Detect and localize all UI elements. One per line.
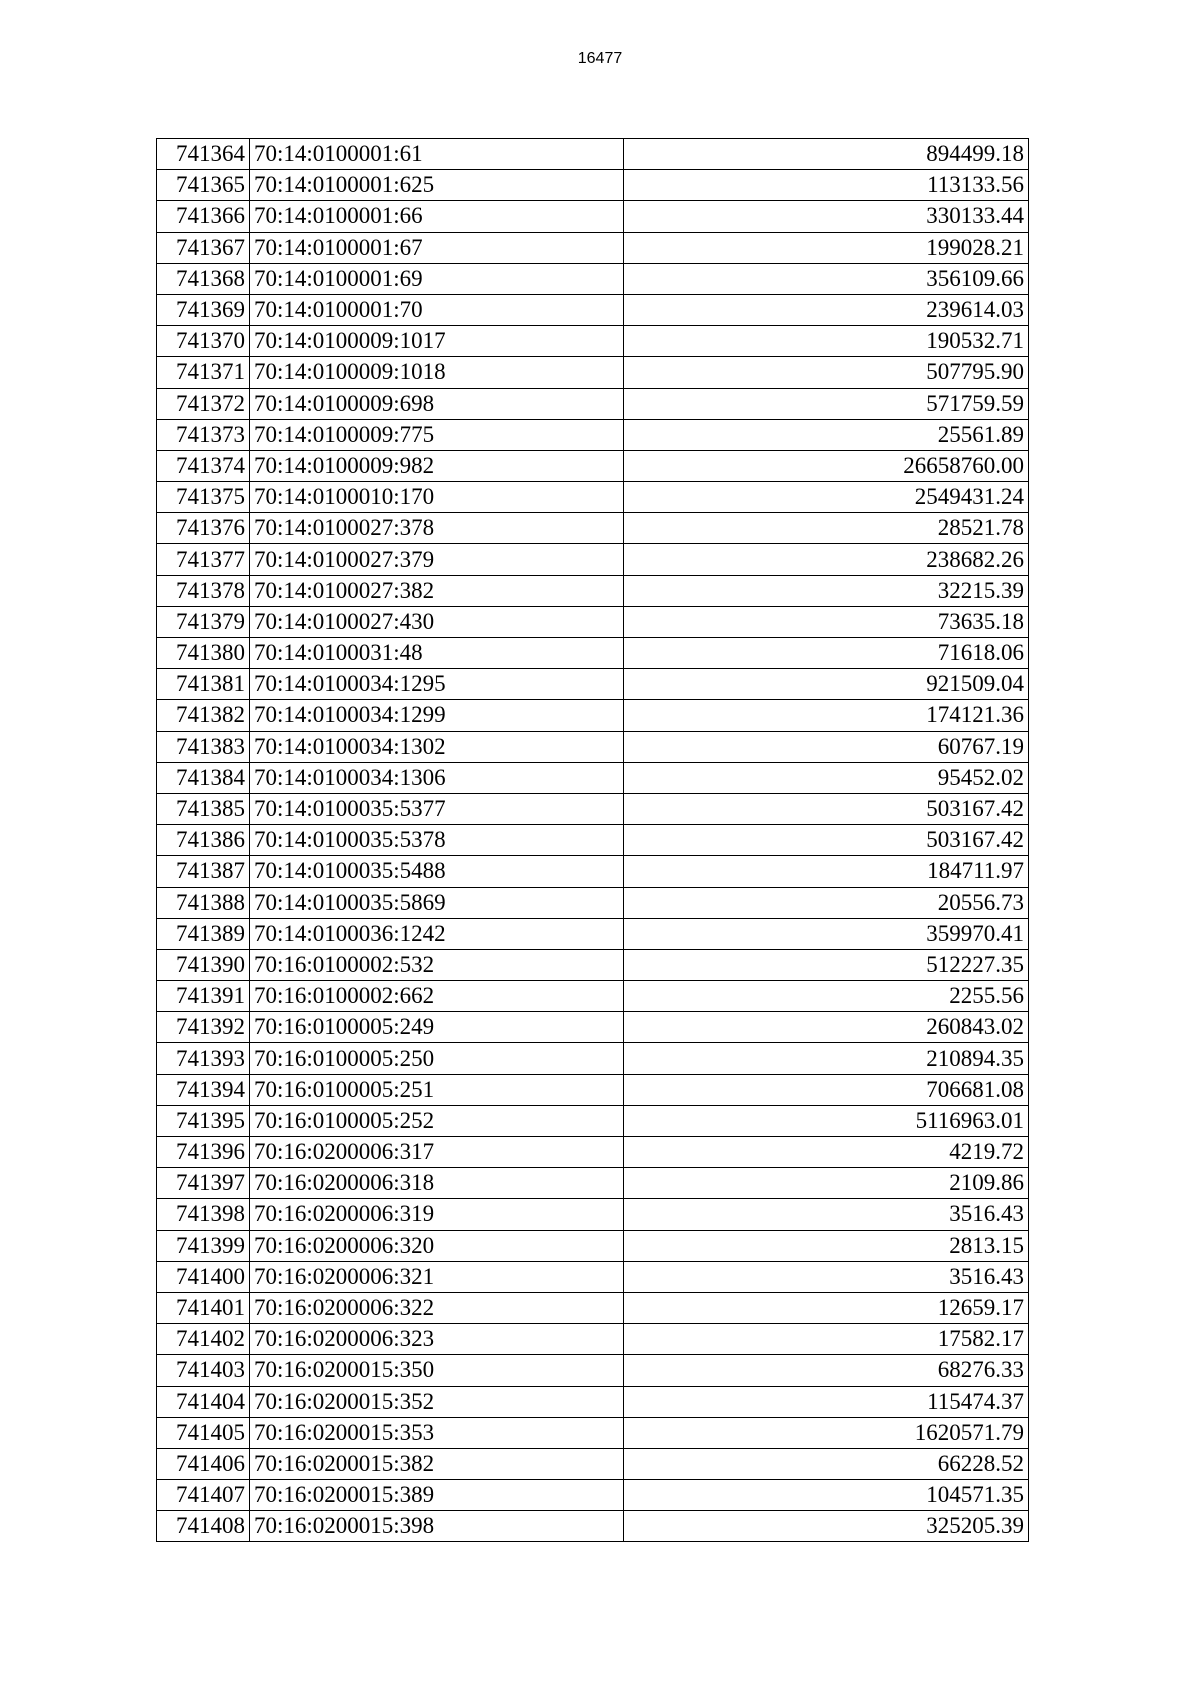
table-row <box>157 1043 1029 1074</box>
row-number-cell: 741373 <box>157 419 250 450</box>
cadastral-number-cell: 70:14:0100035:5377 <box>250 793 624 824</box>
table-row <box>157 1292 1029 1323</box>
cadastral-number-cell: 70:16:0200015:389 <box>250 1480 624 1511</box>
table-row <box>157 1324 1029 1355</box>
value-cell: 359970.41 <box>624 918 1029 949</box>
row-number-cell: 741401 <box>157 1292 250 1323</box>
cadastral-number-cell: 70:14:0100027:379 <box>250 544 624 575</box>
cadastral-number-cell: 70:14:0100001:61 <box>250 139 624 170</box>
cadastral-number-cell: 70:16:0100005:249 <box>250 1012 624 1043</box>
table-row <box>157 638 1029 669</box>
table-row <box>157 606 1029 637</box>
row-number-cell: 741389 <box>157 918 250 949</box>
table-row <box>157 731 1029 762</box>
cadastral-number-cell: 70:14:0100009:1018 <box>250 357 624 388</box>
cadastral-number-cell: 70:14:0100036:1242 <box>250 918 624 949</box>
cadastral-number-cell: 70:14:0100034:1295 <box>250 669 624 700</box>
row-number-cell: 741364 <box>157 139 250 170</box>
table-row <box>157 139 1029 170</box>
table-row <box>157 1480 1029 1511</box>
row-number-cell: 741367 <box>157 232 250 263</box>
cadastral-number-cell: 70:16:0100002:532 <box>250 949 624 980</box>
row-number-cell: 741365 <box>157 170 250 201</box>
row-number-cell: 741391 <box>157 981 250 1012</box>
table-row <box>157 825 1029 856</box>
row-number-cell: 741394 <box>157 1074 250 1105</box>
value-cell: 20556.73 <box>624 887 1029 918</box>
value-cell: 1620571.79 <box>624 1417 1029 1448</box>
row-number-cell: 741380 <box>157 638 250 669</box>
value-cell: 571759.59 <box>624 388 1029 419</box>
cadastral-number-cell: 70:14:0100027:382 <box>250 575 624 606</box>
value-cell: 706681.08 <box>624 1074 1029 1105</box>
table-row <box>157 263 1029 294</box>
table-row <box>157 793 1029 824</box>
cadastral-number-cell: 70:14:0100031:48 <box>250 638 624 669</box>
value-cell: 28521.78 <box>624 513 1029 544</box>
cadastral-number-cell: 70:16:0200006:321 <box>250 1261 624 1292</box>
table-row <box>157 232 1029 263</box>
row-number-cell: 741371 <box>157 357 250 388</box>
cadastral-number-cell: 70:14:0100009:698 <box>250 388 624 419</box>
table-row <box>157 949 1029 980</box>
value-cell: 115474.37 <box>624 1386 1029 1417</box>
cadastral-number-cell: 70:16:0100005:252 <box>250 1105 624 1136</box>
row-number-cell: 741384 <box>157 762 250 793</box>
row-number-cell: 741397 <box>157 1168 250 1199</box>
table-row <box>157 1261 1029 1292</box>
row-number-cell: 741407 <box>157 1480 250 1511</box>
table-row <box>157 1511 1029 1542</box>
cadastral-number-cell: 70:16:0200015:352 <box>250 1386 624 1417</box>
value-cell: 68276.33 <box>624 1355 1029 1386</box>
value-cell: 2813.15 <box>624 1230 1029 1261</box>
registry-table <box>156 138 1029 1542</box>
page-number: 16477 <box>577 50 623 67</box>
value-cell: 12659.17 <box>624 1292 1029 1323</box>
table-row <box>157 1386 1029 1417</box>
value-cell: 507795.90 <box>624 357 1029 388</box>
table-row <box>157 669 1029 700</box>
table-row <box>157 388 1029 419</box>
cadastral-number-cell: 70:14:0100034:1306 <box>250 762 624 793</box>
row-number-cell: 741402 <box>157 1324 250 1355</box>
value-cell: 921509.04 <box>624 669 1029 700</box>
table-row <box>157 170 1029 201</box>
value-cell: 17582.17 <box>624 1324 1029 1355</box>
value-cell: 60767.19 <box>624 731 1029 762</box>
table-row <box>157 482 1029 513</box>
cadastral-number-cell: 70:14:0100001:66 <box>250 201 624 232</box>
table-row <box>157 981 1029 1012</box>
row-number-cell: 741378 <box>157 575 250 606</box>
row-number-cell: 741390 <box>157 949 250 980</box>
row-number-cell: 741398 <box>157 1199 250 1230</box>
cadastral-number-cell: 70:16:0100005:250 <box>250 1043 624 1074</box>
value-cell: 2549431.24 <box>624 482 1029 513</box>
cadastral-number-cell: 70:14:0100009:775 <box>250 419 624 450</box>
cadastral-number-cell: 70:14:0100035:5869 <box>250 887 624 918</box>
row-number-cell: 741375 <box>157 482 250 513</box>
value-cell: 503167.42 <box>624 793 1029 824</box>
cadastral-number-cell: 70:14:0100035:5488 <box>250 856 624 887</box>
value-cell: 73635.18 <box>624 606 1029 637</box>
cadastral-number-cell: 70:16:0200015:382 <box>250 1448 624 1479</box>
row-number-cell: 741369 <box>157 294 250 325</box>
table-row <box>157 357 1029 388</box>
table-row <box>157 1137 1029 1168</box>
value-cell: 26658760.00 <box>624 450 1029 481</box>
value-cell: 894499.18 <box>624 139 1029 170</box>
value-cell: 503167.42 <box>624 825 1029 856</box>
row-number-cell: 741405 <box>157 1417 250 1448</box>
table-row <box>157 513 1029 544</box>
value-cell: 184711.97 <box>624 856 1029 887</box>
table-row <box>157 918 1029 949</box>
value-cell: 3516.43 <box>624 1199 1029 1230</box>
value-cell: 5116963.01 <box>624 1105 1029 1136</box>
row-number-cell: 741408 <box>157 1511 250 1542</box>
value-cell: 95452.02 <box>624 762 1029 793</box>
row-number-cell: 741399 <box>157 1230 250 1261</box>
value-cell: 104571.35 <box>624 1480 1029 1511</box>
value-cell: 325205.39 <box>624 1511 1029 1542</box>
table-row <box>157 1355 1029 1386</box>
cadastral-number-cell: 70:14:0100009:982 <box>250 450 624 481</box>
row-number-cell: 741381 <box>157 669 250 700</box>
row-number-cell: 741382 <box>157 700 250 731</box>
cadastral-number-cell: 70:16:0200015:353 <box>250 1417 624 1448</box>
row-number-cell: 741377 <box>157 544 250 575</box>
row-number-cell: 741379 <box>157 606 250 637</box>
cadastral-number-cell: 70:16:0200006:317 <box>250 1137 624 1168</box>
row-number-cell: 741403 <box>157 1355 250 1386</box>
cadastral-number-cell: 70:16:0200006:318 <box>250 1168 624 1199</box>
table-row <box>157 1012 1029 1043</box>
table-row <box>157 1199 1029 1230</box>
value-cell: 238682.26 <box>624 544 1029 575</box>
cadastral-number-cell: 70:16:0200006:323 <box>250 1324 624 1355</box>
table-row <box>157 450 1029 481</box>
table-row <box>157 1074 1029 1105</box>
value-cell: 210894.35 <box>624 1043 1029 1074</box>
row-number-cell: 741388 <box>157 887 250 918</box>
row-number-cell: 741374 <box>157 450 250 481</box>
table-row <box>157 294 1029 325</box>
row-number-cell: 741400 <box>157 1261 250 1292</box>
cadastral-number-cell: 70:14:0100001:67 <box>250 232 624 263</box>
cadastral-number-cell: 70:16:0200015:350 <box>250 1355 624 1386</box>
value-cell: 2255.56 <box>624 981 1029 1012</box>
value-cell: 25561.89 <box>624 419 1029 450</box>
row-number-cell: 741387 <box>157 856 250 887</box>
row-number-cell: 741368 <box>157 263 250 294</box>
row-number-cell: 741396 <box>157 1137 250 1168</box>
row-number-cell: 741395 <box>157 1105 250 1136</box>
row-number-cell: 741393 <box>157 1043 250 1074</box>
cadastral-number-cell: 70:14:0100035:5378 <box>250 825 624 856</box>
row-number-cell: 741386 <box>157 825 250 856</box>
table-row <box>157 326 1029 357</box>
table-row <box>157 1448 1029 1479</box>
cadastral-number-cell: 70:14:0100009:1017 <box>250 326 624 357</box>
table-row <box>157 201 1029 232</box>
cadastral-number-cell: 70:14:0100001:69 <box>250 263 624 294</box>
value-cell: 113133.56 <box>624 170 1029 201</box>
table-row <box>157 419 1029 450</box>
row-number-cell: 741404 <box>157 1386 250 1417</box>
row-number-cell: 741376 <box>157 513 250 544</box>
table-row <box>157 856 1029 887</box>
value-cell: 4219.72 <box>624 1137 1029 1168</box>
table-row <box>157 887 1029 918</box>
cadastral-number-cell: 70:16:0200006:319 <box>250 1199 624 1230</box>
cadastral-number-cell: 70:16:0100005:251 <box>250 1074 624 1105</box>
value-cell: 330133.44 <box>624 201 1029 232</box>
cadastral-number-cell: 70:16:0100002:662 <box>250 981 624 1012</box>
cadastral-number-cell: 70:14:0100034:1302 <box>250 731 624 762</box>
table-row <box>157 1417 1029 1448</box>
value-cell: 239614.03 <box>624 294 1029 325</box>
cadastral-number-cell: 70:14:0100034:1299 <box>250 700 624 731</box>
table-row <box>157 1230 1029 1261</box>
value-cell: 174121.36 <box>624 700 1029 731</box>
cadastral-number-cell: 70:14:0100001:70 <box>250 294 624 325</box>
table-row <box>157 762 1029 793</box>
value-cell: 2109.86 <box>624 1168 1029 1199</box>
value-cell: 512227.35 <box>624 949 1029 980</box>
cadastral-number-cell: 70:16:0200006:320 <box>250 1230 624 1261</box>
value-cell: 71618.06 <box>624 638 1029 669</box>
value-cell: 190532.71 <box>624 326 1029 357</box>
cadastral-number-cell: 70:14:0100001:625 <box>250 170 624 201</box>
row-number-cell: 741366 <box>157 201 250 232</box>
table-row <box>157 700 1029 731</box>
table-row <box>157 544 1029 575</box>
row-number-cell: 741383 <box>157 731 250 762</box>
cadastral-number-cell: 70:16:0200006:322 <box>250 1292 624 1323</box>
value-cell: 199028.21 <box>624 232 1029 263</box>
table-row <box>157 1168 1029 1199</box>
cadastral-number-cell: 70:14:0100027:378 <box>250 513 624 544</box>
value-cell: 66228.52 <box>624 1448 1029 1479</box>
cadastral-number-cell: 70:14:0100027:430 <box>250 606 624 637</box>
value-cell: 260843.02 <box>624 1012 1029 1043</box>
table-row <box>157 1105 1029 1136</box>
table-row <box>157 575 1029 606</box>
row-number-cell: 741370 <box>157 326 250 357</box>
value-cell: 356109.66 <box>624 263 1029 294</box>
cadastral-number-cell: 70:14:0100010:170 <box>250 482 624 513</box>
value-cell: 32215.39 <box>624 575 1029 606</box>
value-cell: 3516.43 <box>624 1261 1029 1292</box>
row-number-cell: 741406 <box>157 1448 250 1479</box>
registry-table-body <box>157 139 1029 1542</box>
row-number-cell: 741385 <box>157 793 250 824</box>
cadastral-number-cell: 70:16:0200015:398 <box>250 1511 624 1542</box>
row-number-cell: 741392 <box>157 1012 250 1043</box>
row-number-cell: 741372 <box>157 388 250 419</box>
